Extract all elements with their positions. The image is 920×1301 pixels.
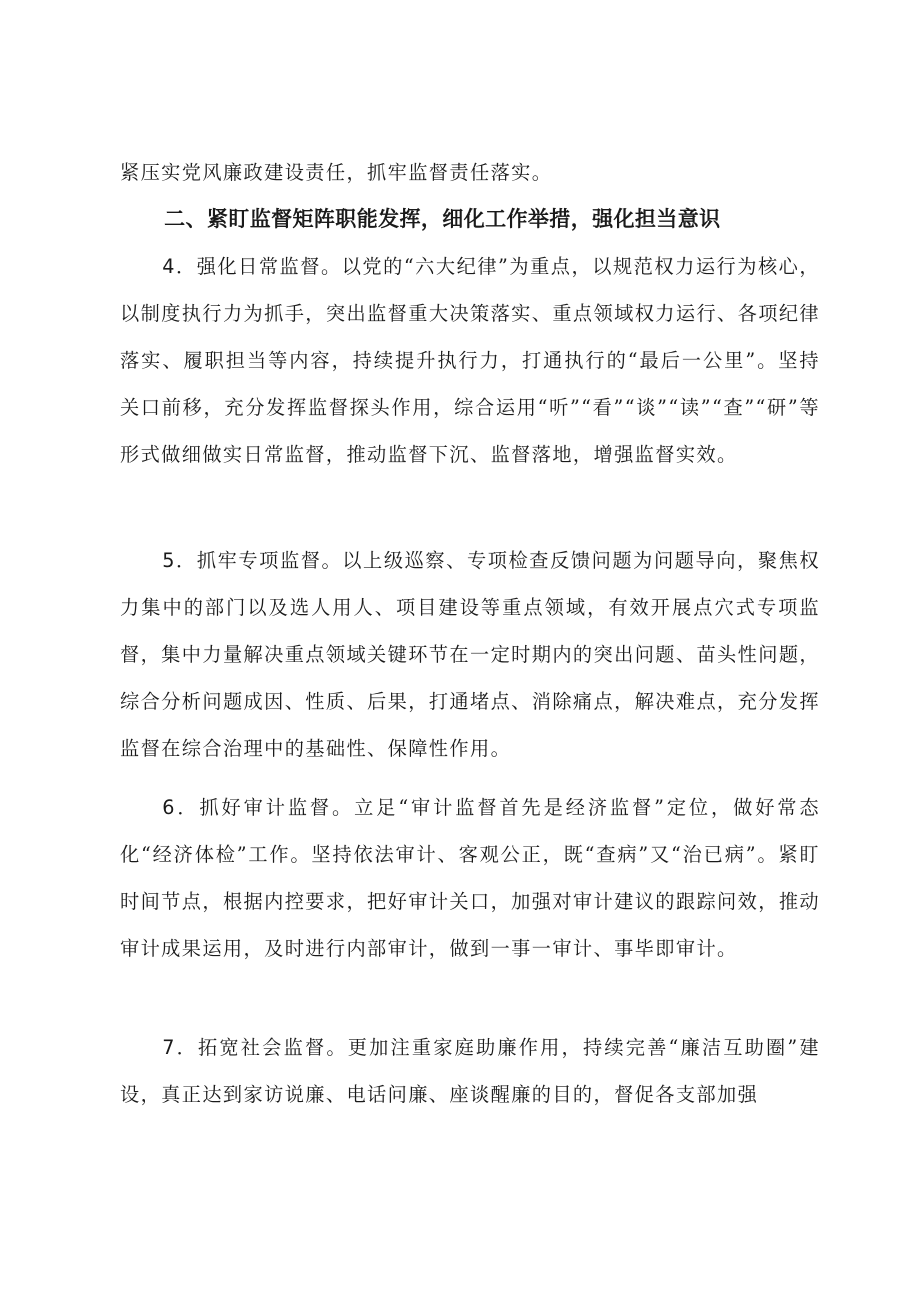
paragraph-4-number: 4．	[162, 255, 197, 278]
paragraph-7-text: 拓宽社会监督。更加注重家庭助廉作用，持续完善“廉洁互助圈”建设，真正达到家访说廉、电话问廉、座谈醒廉的目的，督促各支部加强	[120, 1036, 820, 1106]
paragraph-4	[120, 243, 820, 478]
paragraph-5-text: 抓牢专项监督。以上级巡察、专项检查反馈问题为问题导向，聚焦权力集中的部门以及选人用人、项目建设等重点领域，有效开展点穴式专项监督，集中力量解决重点领域关键环节在一定时期内的突出问题、苗头性问题，综合分析问题成因、性质、后果，打通堵点、消除痛点，解决难点，充分发挥监督在综合治理中的基础性、保障性作用。	[120, 549, 821, 760]
paragraph-4-text: 强化日常监督。以党的“六大纪律”为重点，以规范权力运行为核心，以制度执行力为抓手，突出监督重大决策落实、重点领域权力运行、各项纪律落实、履职担当等内容，持续提升执行力，打通执行的“最后一公里”。坚持关口前移，充分发挥监督探头作用，综合运用“听”“看”“谈”“读”“查”“研”等形式做细做实日常监督，推动监督下沉、监督落地，增强监督实效。	[120, 255, 820, 466]
paragraph-6	[120, 784, 820, 972]
paragraph-5-number: 5．	[162, 549, 197, 572]
section-heading: 二、紧盯监督矩阵职能发挥，细化工作举措，强化担当意识	[164, 207, 721, 231]
paragraph-6-text: 抓好审计监督。立足“审计监督首先是经济监督”定位，做好常态化“经济体检”工作。坚持依法审计、客观公正，既“查病”又“治已病”。紧盯时间节点，根据内控要求，把好审计关口，加强对审计建议的跟踪问效，推动审计成果运用，及时进行内部审计，做到一事一审计、事毕即审计。	[120, 796, 820, 960]
paragraph-7	[120, 1024, 820, 1118]
carryover-line: 紧压实党风廉政建设责任，抓牢监督责任落实。	[120, 161, 553, 184]
paragraph-6-number: 6．	[162, 796, 200, 819]
paragraph-7-number: 7．	[162, 1036, 199, 1059]
paragraph-5	[120, 537, 820, 772]
